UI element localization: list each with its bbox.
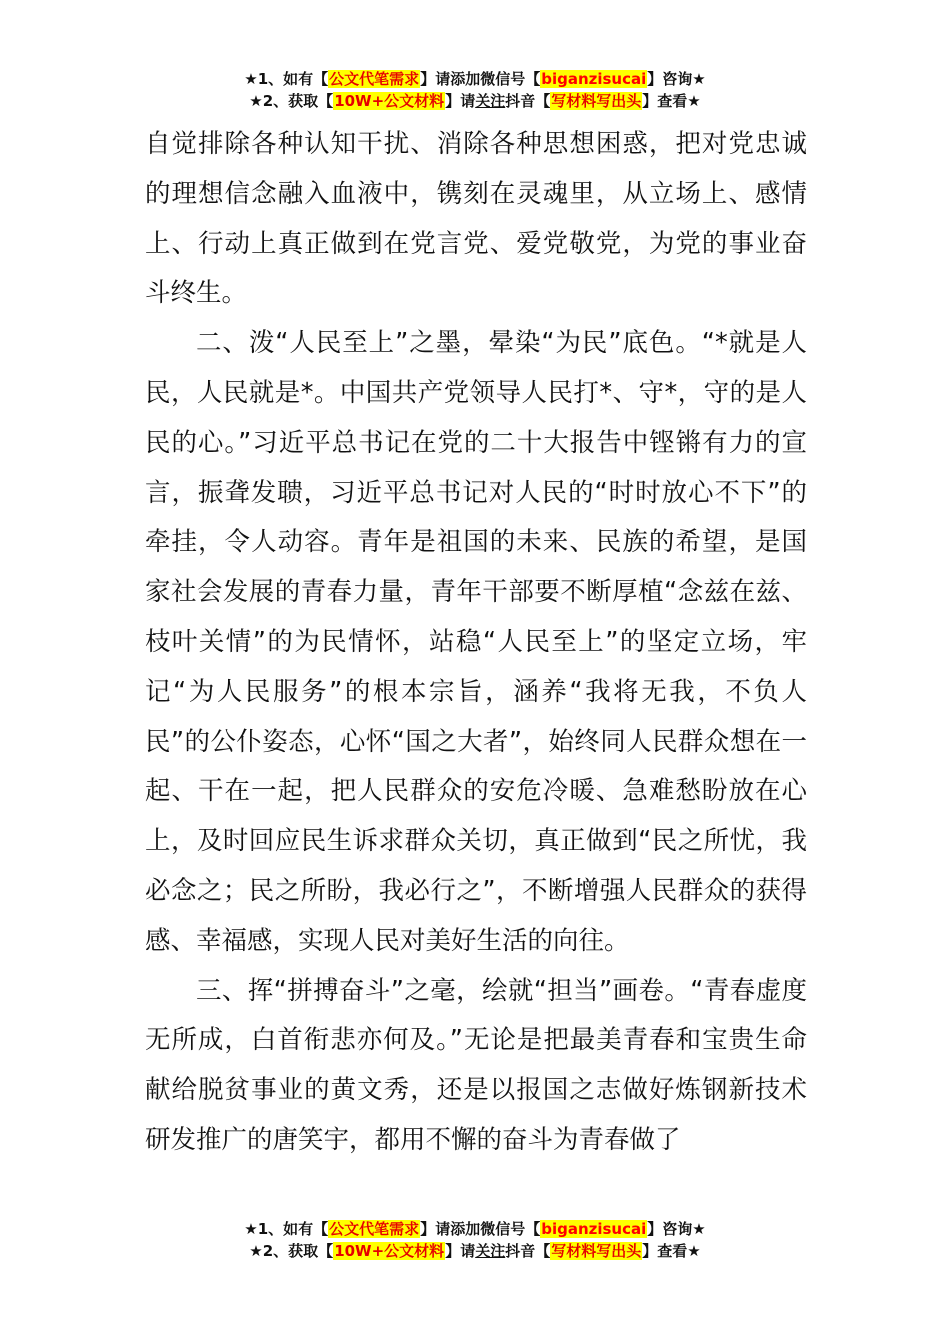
banner-text: ★1、如有【 — [244, 70, 329, 88]
paragraph-1: 自觉排除各种认知干扰、消除各种思想困惑，把对党忠诚的理想信念融入血液中，镌刻在灵魂里，从立场上、感情上、行动上真正做到在党言党、爱党敬党，为党的事业奋斗终生。 — [145, 129, 807, 309]
banner-text: 】咨询★ — [647, 70, 706, 88]
banner-text: ★2、获取【 — [249, 92, 334, 110]
highlight-materials: 10W+公文材料 — [334, 92, 445, 110]
banner-text: 】请 — [445, 1242, 476, 1260]
banner-text: 抖音【 — [505, 92, 551, 110]
highlight-service: 公文代笔需求 — [329, 70, 420, 88]
header-banner — [0, 68, 950, 112]
footer-banner — [0, 1218, 950, 1262]
banner-line-1 — [0, 1218, 950, 1240]
banner-text: 】请 — [445, 92, 476, 110]
banner-text: 】请添加微信号【 — [420, 1220, 541, 1238]
highlight-service: 公文代笔需求 — [329, 1220, 420, 1238]
banner-text: 抖音【 — [505, 1242, 551, 1260]
highlight-douyin-account: 写材料写出头 — [551, 92, 642, 110]
paragraph-3: 三、挥“拼搏奋斗”之毫，绘就“担当”画卷。“青春虚度无所成，白首衔悲亦何及。”无论是把最美青春和宝贵生命献给脱贫事业的黄文秀，还是以报国之志做好炼钢新技术研发推广的唐笑宇，都用不懈的奋斗为青春做了 — [145, 975, 807, 1155]
highlight-materials: 10W+公文材料 — [334, 1242, 445, 1260]
banner-text: ★2、获取【 — [249, 1242, 334, 1260]
highlight-wechat-id: biganzisucai — [541, 1220, 647, 1238]
highlight-douyin-account: 写材料写出头 — [551, 1242, 642, 1260]
banner-line-2 — [0, 90, 950, 112]
banner-text: 】查看★ — [642, 92, 701, 110]
banner-line-2 — [0, 1240, 950, 1262]
banner-text: 】请添加微信号【 — [420, 70, 541, 88]
highlight-wechat-id: biganzisucai — [541, 70, 647, 88]
banner-line-1 — [0, 68, 950, 90]
underlined-follow: 关注 — [475, 92, 506, 110]
document-body — [145, 120, 807, 1166]
banner-text: 】查看★ — [642, 1242, 701, 1260]
banner-text: 】咨询★ — [647, 1220, 706, 1238]
banner-text: ★1、如有【 — [244, 1220, 329, 1238]
paragraph-2: 二、泼“人民至上”之墨，晕染“为民”底色。“*就是人民，人民就是*。中国共产党领导人民打*、守*，守的是人民的心。”习近平总书记在党的二十大报告中铿锵有力的宣言，振聋发聩，习近平总书记对人民的“时时放心不下”的牵挂，令人动容。青年是祖国的未来、民族的希望，是国家社会发展的青春力量，青年干部要不断厚植“念兹在兹、枝叶关情”的为民情怀，站稳“人民至上”的坚定立场，牢记“为人民服务”的根本宗旨，涵养“我将无我，不负人民”的公仆姿态，心怀“国之大者”，始终同人民群众想在一起、干在一起，把人民群众的安危冷暖、急难愁盼放在心上，及时回应民生诉求群众关切，真正做到“民之所忧，我必念之；民之所盼，我必行之”，不断增强人民群众的获得感、幸福感，实现人民对美好生活的向往。 — [145, 328, 807, 956]
underlined-follow: 关注 — [475, 1242, 506, 1260]
